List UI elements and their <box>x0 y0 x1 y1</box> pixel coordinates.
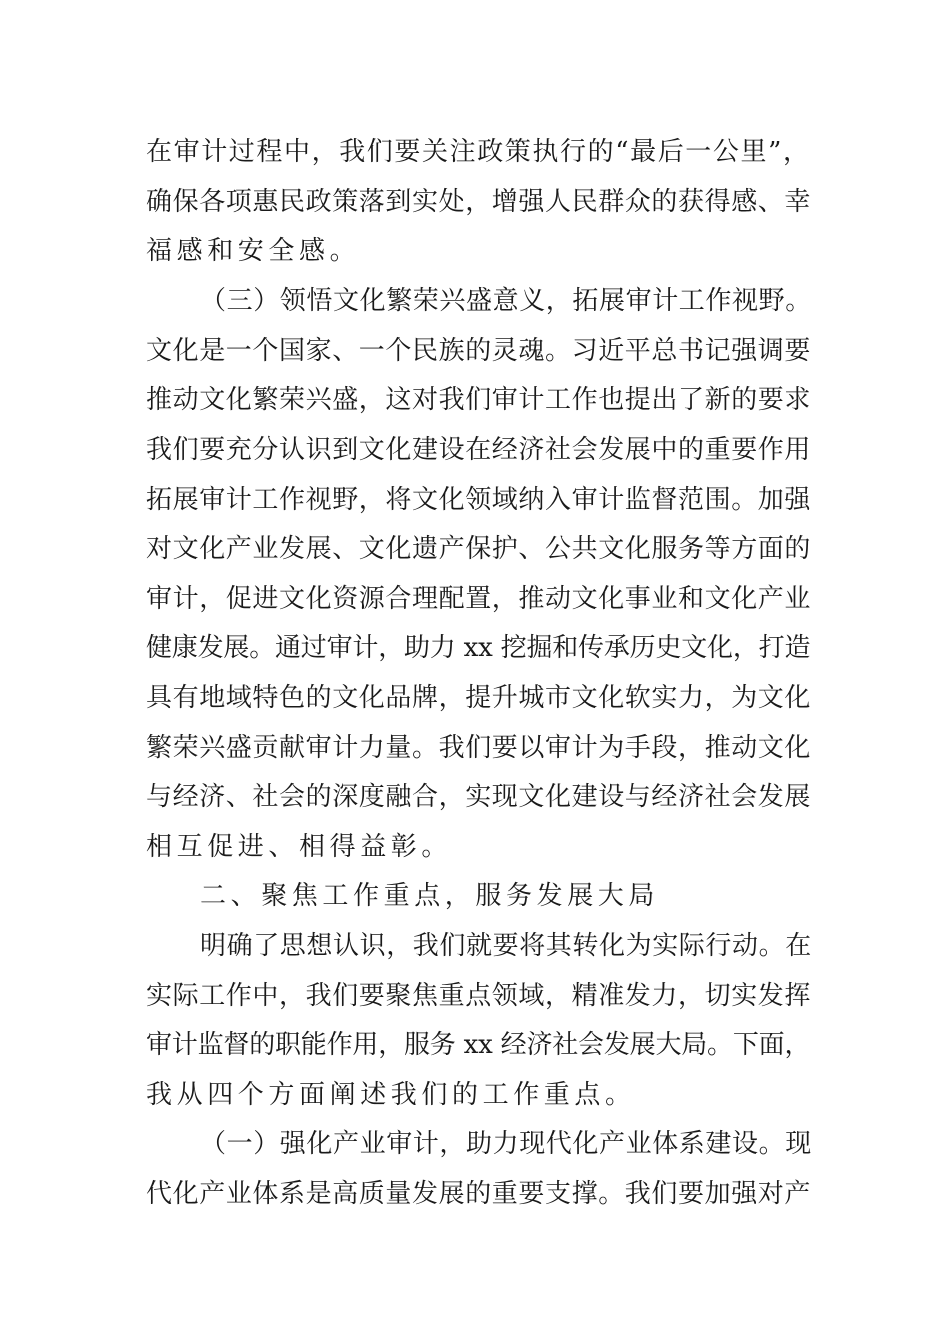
text-line: 确保各项惠民政策落到实处，增强人民群众的获得感、幸 <box>146 187 812 217</box>
text-line: 相互促进、相得益彰。 <box>146 832 453 862</box>
text-line: 代化产业体系是高质量发展的重要支撑。我们要加强对产 <box>146 1179 812 1209</box>
text-line: 文化是一个国家、一个民族的灵魂。习近平总书记强调要 <box>146 336 812 366</box>
text-line: 明确了思想认识，我们就要将其转化为实际行动。在 <box>200 931 812 961</box>
section-heading: （一）强化产业审计，助力现代化产业体系建设。现 <box>200 1129 812 1159</box>
text-line: 健康发展。通过审计，助力 xx 挖掘和传承历史文化，打造 <box>146 633 811 663</box>
chapter-heading: 二、聚焦工作重点，服务发展大局 <box>200 881 660 911</box>
text-line: 审计监督的职能作用，服务 xx 经济社会发展大局。下面， <box>146 1030 811 1060</box>
text-line: 我从四个方面阐述我们的工作重点。 <box>146 1080 636 1110</box>
text-line: 福感和安全感。 <box>146 236 361 266</box>
text-line: 推动文化繁荣兴盛，这对我们审计工作也提出了新的要求 <box>146 385 812 415</box>
text-line: 我们要充分认识到文化建设在经济社会发展中的重要作用 <box>146 435 812 465</box>
text-line: 繁荣兴盛贡献审计力量。我们要以审计为手段，推动文化 <box>146 733 812 763</box>
text-line: 与经济、社会的深度融合，实现文化建设与经济社会发展 <box>146 782 812 812</box>
text-line: 拓展审计工作视野，将文化领域纳入审计监督范围。加强 <box>146 485 812 515</box>
text-line: 对文化产业发展、文化遗产保护、公共文化服务等方面的 <box>146 534 812 564</box>
text-line: 审计，促进文化资源合理配置，推动文化事业和文化产业 <box>146 584 812 614</box>
text-line: 在审计过程中，我们要关注政策执行的“最后一公里”， <box>146 137 811 167</box>
section-heading: （三）领悟文化繁荣兴盛意义，拓展审计工作视野。 <box>200 286 812 316</box>
text-line: 具有地域特色的文化品牌，提升城市文化软实力，为文化 <box>146 683 812 713</box>
text-line: 实际工作中，我们要聚焦重点领域，精准发力，切实发挥 <box>146 981 812 1011</box>
